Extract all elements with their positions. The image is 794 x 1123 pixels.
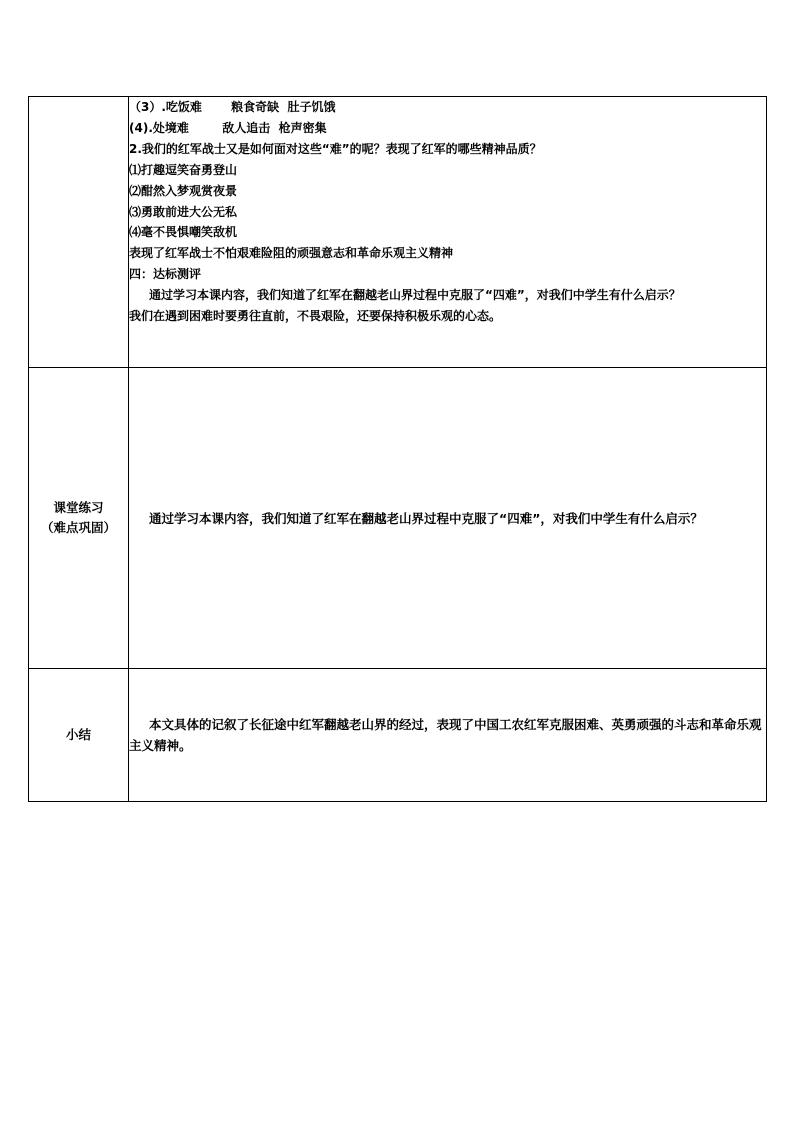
assessment-question: 通过学习本课内容，我们知道了红军在翻越老山界过程中克服了“四难”，对我们中学生有什么启示？ (149, 288, 681, 303)
content-line: ⑷毫不畏惧嘲笑敌机 (129, 225, 238, 240)
practice-sublabel: （难点巩固） (40, 520, 116, 535)
lesson-table (28, 96, 767, 802)
content-line: 表现了红军战士不怕艰难险阻的顽强意志和革命乐观主义精神 (129, 246, 454, 261)
content-line: ⑵酣然入梦观赏夜景 (129, 183, 238, 198)
section-heading: 四：达标测评 (129, 267, 202, 282)
summary-content-cell (129, 669, 767, 802)
content-cell-main (129, 97, 767, 368)
empty-label-cell (29, 97, 129, 368)
practice-label: 课堂练习 (53, 500, 104, 515)
table-row (29, 368, 767, 669)
practice-content-cell (129, 368, 767, 669)
content-line: 2.我们的红军战士又是如何面对这些“难”的呢？表现了红军的哪些精神品质？ (129, 141, 542, 156)
practice-label-cell (29, 368, 129, 669)
practice-content: 通过学习本课内容，我们知道了红军在翻越老山界过程中克服了“四难”，对我们中学生有什么启示？ (149, 510, 703, 526)
content-line: （3）.吃饭难 粮食奇缺 肚子饥饿 (129, 100, 336, 114)
summary-label: 小结 (65, 727, 91, 742)
summary-content: 本文具体的记叙了长征途中红军翻越老山界的经过，表现了中国工农红军克服困难、英勇顽强的斗志和革命乐观主义精神。 (129, 717, 762, 753)
table-row (29, 669, 767, 802)
table-row (29, 97, 767, 368)
assessment-answer: 我们在遇到困难时要勇往直前，不畏艰险，还要保持积极乐观的心态。 (129, 309, 502, 324)
content-line: ⑶勇敢前进大公无私 (129, 204, 238, 219)
content-line: ⑴打趣逗笑奋勇登山 (129, 162, 238, 177)
content-line: (4).处境难 敌人追击 枪声密集 (129, 120, 327, 135)
summary-label-cell (29, 669, 129, 802)
